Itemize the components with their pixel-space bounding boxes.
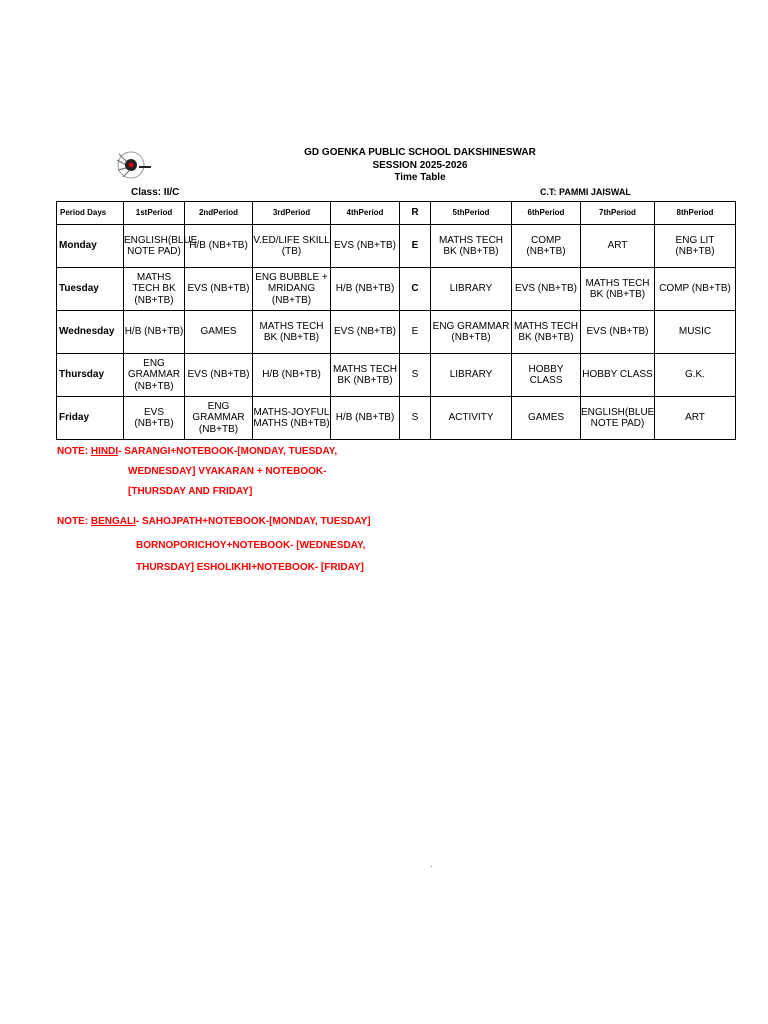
column-header: 5thPeriod	[431, 202, 512, 225]
period-cell: MATHS TECH BK (NB+TB)	[581, 268, 655, 311]
day-cell: Friday	[57, 397, 124, 440]
column-header: 3rdPeriod	[253, 202, 331, 225]
day-cell: Thursday	[57, 354, 124, 397]
page-title: Time Table	[394, 172, 446, 183]
period-cell: GAMES	[185, 311, 253, 354]
column-header: 2ndPeriod	[185, 202, 253, 225]
period-cell: MATHS TECH BK (NB+TB)	[512, 311, 581, 354]
period-cell: EVS (NB+TB)	[331, 225, 400, 268]
day-cell: Wednesday	[57, 311, 124, 354]
column-header: 7thPeriod	[581, 202, 655, 225]
bengali-note-line1	[57, 516, 371, 527]
period-cell: COMP (NB+TB)	[512, 225, 581, 268]
period-cell: H/B (NB+TB)	[185, 225, 253, 268]
note-subject: BENGALI	[90, 516, 136, 527]
column-header: 8thPeriod	[655, 202, 736, 225]
class-teacher-label: C.T: PAMMI JAISWAL	[540, 187, 631, 197]
bengali-note-line2: BORNOPORICHOY+NOTEBOOK- [WEDNESDAY,	[136, 540, 366, 551]
note-text: - SARANGI+NOTEBOOK-[MONDAY, TUESDAY,	[118, 446, 338, 457]
period-cell: MUSIC	[655, 311, 736, 354]
day-cell: Tuesday	[57, 268, 124, 311]
period-cell: ENG LIT (NB+TB)	[655, 225, 736, 268]
table-row	[57, 311, 736, 354]
session-label: SESSION 2025-2026	[372, 160, 468, 171]
period-cell: ENG GRAMMAR (NB+TB)	[124, 354, 185, 397]
period-cell: H/B (NB+TB)	[331, 268, 400, 311]
period-cell: EVS (NB+TB)	[185, 354, 253, 397]
period-cell: G.K.	[655, 354, 736, 397]
period-cell: ACTIVITY	[431, 397, 512, 440]
table-row	[57, 225, 736, 268]
recess-cell: E	[400, 311, 431, 354]
note-text: - SAHOJPATH+NOTEBOOK-[MONDAY, TUESDAY]	[135, 516, 371, 527]
period-cell: EVS (NB+TB)	[331, 311, 400, 354]
period-cell: HOBBY CLASS	[512, 354, 581, 397]
period-cell: H/B (NB+TB)	[253, 354, 331, 397]
period-cell: MATHS-JOYFUL MATHS (NB+TB)	[253, 397, 331, 440]
column-header: Period Days	[57, 202, 124, 225]
period-cell: H/B (NB+TB)	[124, 311, 185, 354]
column-header: 1stPeriod	[124, 202, 185, 225]
period-cell: ENGLISH(BLUE NOTE PAD)	[581, 397, 655, 440]
period-cell: COMP (NB+TB)	[655, 268, 736, 311]
column-header: 4thPeriod	[331, 202, 400, 225]
bengali-note-line3: THURSDAY] ESHOLIKHI+NOTEBOOK- [FRIDAY]	[136, 562, 364, 573]
hindi-note-line1	[57, 446, 337, 457]
table-row	[57, 354, 736, 397]
period-cell: MATHS TECH BK (NB+TB)	[431, 225, 512, 268]
period-cell: LIBRARY	[431, 268, 512, 311]
hindi-note-line3: [THURSDAY AND FRIDAY]	[128, 486, 253, 497]
period-cell: ENG GRAMMAR (NB+TB)	[431, 311, 512, 354]
period-cell: MATHS TECH BK (NB+TB)	[253, 311, 331, 354]
note-subject: HINDI	[90, 446, 119, 457]
period-cell: EVS (NB+TB)	[581, 311, 655, 354]
column-header: R	[400, 202, 431, 225]
period-cell: EVS (NB+TB)	[512, 268, 581, 311]
period-cell: GAMES	[512, 397, 581, 440]
recess-cell: C	[400, 268, 431, 311]
period-cell: ART	[581, 225, 655, 268]
period-cell: ART	[655, 397, 736, 440]
school-name: GD GOENKA PUBLIC SCHOOL DAKSHINESWAR	[304, 147, 536, 158]
table-row	[57, 397, 736, 440]
timetable	[56, 201, 736, 440]
footer-mark: `	[430, 865, 433, 874]
day-cell: Monday	[57, 225, 124, 268]
recess-cell: E	[400, 225, 431, 268]
period-cell: MATHS TECH BK (NB+TB)	[124, 268, 185, 311]
period-cell: H/B (NB+TB)	[331, 397, 400, 440]
period-cell: EVS (NB+TB)	[124, 397, 185, 440]
recess-cell: S	[400, 354, 431, 397]
table-header-row	[57, 202, 736, 225]
period-cell: ENG BUBBLE + MRIDANG (NB+TB)	[253, 268, 331, 311]
recess-cell: S	[400, 397, 431, 440]
class-label: Class: II/C	[131, 187, 180, 198]
period-cell: MATHS TECH BK (NB+TB)	[331, 354, 400, 397]
note-prefix: NOTE:	[57, 446, 91, 457]
period-cell: LIBRARY	[431, 354, 512, 397]
table-row	[57, 268, 736, 311]
period-cell: V.ED/LIFE SKILL (TB)	[253, 225, 331, 268]
period-cell: ENGLISH(BLUE NOTE PAD)	[124, 225, 185, 268]
period-cell: HOBBY CLASS	[581, 354, 655, 397]
column-header: 6thPeriod	[512, 202, 581, 225]
hindi-note-line2: WEDNESDAY] VYAKARAN + NOTEBOOK-	[128, 466, 327, 477]
period-cell: ENG GRAMMAR (NB+TB)	[185, 397, 253, 440]
note-prefix: NOTE:	[57, 516, 91, 527]
period-cell: EVS (NB+TB)	[185, 268, 253, 311]
